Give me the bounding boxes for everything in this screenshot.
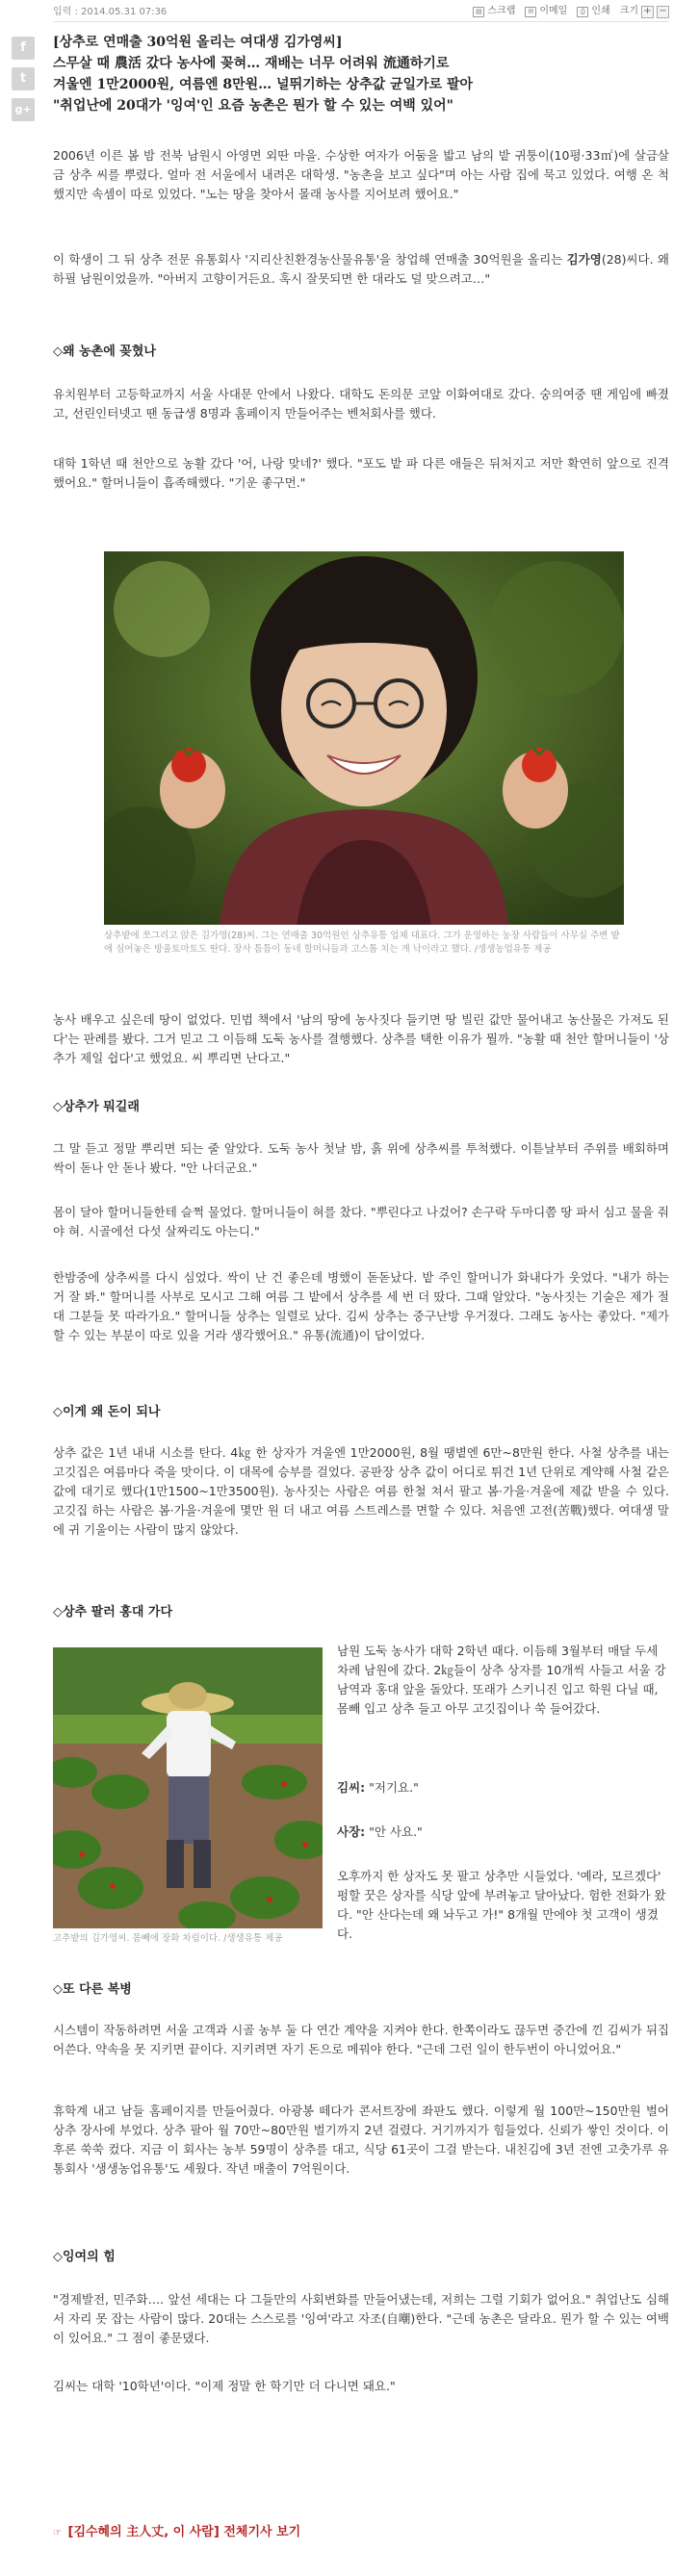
dialogue-text: "저기요.": [365, 1780, 419, 1795]
headline-line: 스무살 때 農活 갔다 농사에 꽂혀… 재배는 너무 어려워 流通하기로: [53, 56, 450, 71]
speaker-label: 사장:: [337, 1824, 366, 1839]
body-paragraph: 그 말 듣고 정말 뿌리면 되는 줄 알았다. 도둑 농사 첫날 밤, 흙 위에 상추씨를 투척했다. 이튿날부터 주위를 배회하며 싹이 돋나 안 돋나 봤다. "안 나더군요.": [53, 1141, 669, 1175]
body-paragraph: 한밤중에 상추씨를 다시 심었다. 싹이 난 건 좋은데 병했이 돋돋났다. 밭 주인 할머니가 화내다가 웃었다. "내가 하는 거 잘 봐." 할머니를 사부로 모시고 그해 여름 그 밭에서 상추를 세 번 더 땄다. 그때 알았다. "농사짓는 기술은 제가 절대 그분들 못 따라가요." 할머니들 상추는 일렬로 났다. 김씨 상추는 중구난방 우거졌다. 그래도 농사는 좋았다. "제가 할 수 있는 부분이 따로 있을 거라 생각했어요." 유통(流通)이 답이었다.: [53, 1270, 669, 1342]
body-paragraph: 남원 도둑 농사가 대학 2학년 때다. 이듬해 3월부터 매달 두세 차례 남원에 갔다. 2㎏들이 상추 상자를 10개씩 사들고 서울 강남역과 홍대 앞을 돌았다. 또래가 스키니진 입고 학원 다닐 때, 몸빼 입고 상추 들고 아무 고깃집이나 쑥 들어갔다.: [337, 1644, 666, 1716]
print-label: 인쇄: [591, 6, 610, 16]
printer-icon: ⎙: [577, 7, 588, 17]
body-paragraph: 대학 1학년 때 천안으로 농활 갔다 '어, 나랑 맞네?' 했다. "포도 밭 파 다른 애들은 뒤처지고 저만 확연히 앞으로 진격했어요." 할머니들이 흡족해했다. "기운 좋구먼.": [53, 456, 669, 490]
section-heading: ◇이게 왜 돈이 되나: [53, 1405, 161, 1419]
full-series-link[interactable]: [53, 2523, 300, 2543]
print-button[interactable]: [577, 2, 609, 21]
body-paragraph: 농사 배우고 싶은데 땅이 없었다. 민법 책에서 '남의 땅에 농사짓다 들키면 땅 빌린 값만 물어내고 농산물은 가져도 된다'는 판례를 봤다. 그거 믿고 그 이듬해 도둑 농사를 결행했다. 상추를 택한 이유가 뭘까. "농활 때 천안 할머니들이 '상추가 제일 쉽다'고 했었요. 씨 뿌리면 난다고.": [53, 1012, 669, 1065]
body-paragraph: 상추 값은 1년 내내 시소를 탄다. 4㎏ 한 상자가 겨울엔 1만2000원, 8월 땡볕엔 6만~8만원 한다. 사철 상추를 내는 고깃집은 여름마다 죽을 맛이다. 이 대목에 승부를 걸었다. 공판장 상추 값이 어디로 튀건 1년 단위로 계약해 사철 같은 값에 대기로 했다(1만1500~1만3500원). 농사짓는 사람은 여름 한철 쳐서 팔고 봄·가을·겨울에 제값 받을 수 있다. 고깃집 하는 사람은 봄·가을·겨울에 몇만 원 더 내고 여름 스트레스를 면할 수 있다. 처음엔 고전(苦戰)했다. 여대생 말에 귀 기울이는 사람이 많지 않았다.: [53, 1445, 669, 1537]
dialogue-line: [337, 1778, 669, 1798]
scrap-button[interactable]: [473, 2, 515, 21]
section-heading: ◇또 다른 복병: [53, 1982, 132, 1997]
headline-line: 겨울엔 1만2000원, 여름엔 8만원… 널뛰기하는 상추값 균일가로 팔아: [53, 77, 474, 92]
mail-icon: ✉: [525, 7, 536, 17]
field-photo: [53, 1647, 323, 1928]
body-paragraph: [53, 250, 669, 289]
pointing-hand-icon: ☞: [53, 2528, 62, 2538]
twitter-share-button[interactable]: t: [12, 67, 35, 90]
font-size-control: [620, 2, 669, 21]
body-paragraph: 몸이 달아 할머니들한테 슬쩍 물었다. 할머니들이 혀를 찼다. "뿌린다고 나겄어? 손구락 두마디쯤 땅 파서 심고 물을 줘야 혀. 시골에선 다섯 살짜리도 아는디.": [53, 1205, 669, 1238]
section-heading: ◇상추가 뭐길래: [53, 1100, 140, 1114]
section-heading: ◇상추 팔러 홍대 가다: [53, 1605, 173, 1620]
full-series-link-text: [김수혜의 主人丈, 이 사람] 전체기사 보기: [67, 2525, 301, 2539]
section-heading: ◇왜 농촌에 꽂혔나: [53, 344, 156, 359]
dialogue-text: "안 사요.": [365, 1824, 423, 1839]
woman-in-pepper-field-illustration: [53, 1647, 323, 1928]
body-paragraph: 휴학계 내고 남들 홈페이지를 만들어줬다. 아광봉 떼다가 콘서트장에 좌판도 했다. 이렇게 월 100만~150만원 벌어 상추 장사에 부었다. 상추 팔아 월 70만~80만원 벌기까지 2년 걸렸다. 거기까지가 힘들었다. 신뢰가 쌓인 것이다. 이후론 쑥쑥 컸다. 지금 이 회사는 농부 59명이 상추를 대고, 식당 61곳이 그걸 받는다. 내친김에 3년 전엔 고춧가루 유통회사 '생생농업유통'도 세웠다. 작년 매출이 7억원이다.: [53, 2104, 669, 2176]
scrap-icon: ▤: [473, 7, 484, 17]
email-button[interactable]: [525, 2, 567, 21]
googleplus-share-button[interactable]: g+: [12, 98, 35, 121]
body-paragraph: 시스템이 작동하려면 서울 고객과 시골 농부 둘 다 연간 계약을 지켜야 한다. 한쪽이라도 끊두면 중간에 낀 김씨가 뒤집어쓴다. 약속을 못 지키면 끝이다. 지키려면 자기 돈으로 메꿔야 한다. "근데 그런 일이 한두번이 아니었어요.": [53, 2023, 669, 2056]
photo-caption: 고추밭의 김가영씨. 몸빼에 장화 차림이다. /생생유통 제공: [53, 1933, 283, 1944]
social-share-bar: [12, 37, 35, 129]
font-size-label: 크기: [619, 6, 638, 16]
body-paragraph: 오후까지 한 상자도 못 팔고 상추만 시들었다. '예라, 모르겠다' 펑할 꿋은 상자를 식당 앞에 부려놓고 달아났다. 험한 전화가 왔다. "안 산다는데 왜 놔두고 가!" 8개월 만에야 첫 고객이 생겼다.: [337, 1869, 666, 1941]
publish-date: 입력 : 2014.05.31 07:36: [53, 7, 168, 17]
email-label: 이메일: [539, 6, 568, 16]
body-paragraph: 유치원부터 고등학교까지 서울 사대문 안에서 나왔다. 대학도 돈의문 코앞 이화여대로 갔다. 숭의여중 땐 게임에 빠졌고, 선린인터넷고 땐 동급생 8명과 홈페이지 만들어주는 벤처회사를 했다.: [53, 387, 669, 421]
speaker-label: 김씨:: [337, 1780, 366, 1795]
body-paragraph: 2006년 이른 봄 밤 전북 남원시 아영면 외딴 마을. 수상한 여자가 어둠을 밟고 남의 밭 귀퉁이(10평·33㎡)에 살금살금 상추 씨를 뿌렸다. 얼마 전 서울에서 내려온 대학생. "농촌을 보고 싶다"며 아는 사람 집에 묵고 있었다. 여행 온 척했지만 속셈이 따로 있었다. "노는 땅을 찾아서 몰래 농사를 지어보려 했어요.": [53, 148, 669, 201]
paragraph-text: 이 학생이 그 뒤 상추 전문 유통회사 '지리산친환경농산물유통'을 창업해 연매출 30억원을 올리는: [53, 252, 567, 267]
paragraph-text: (28)씨다. 왜 하필 남원이었을까. "아버지 고향이거든요. 혹시 잘못되면 한 대라도 덜 맞으려고…": [53, 252, 669, 286]
font-increase-button[interactable]: +: [641, 6, 654, 18]
person-name: 김가영: [566, 252, 602, 267]
photo-caption: 상추밭에 쪼그리고 앉은 김가영(28)씨. 그는 연매출 30억원인 상추유통 업체 대표다. 그가 운영하는 농장 사람들이 사무실 주변 밭에 심어놓은 방울토마토도 딴다. 장사 틈틈이 동네 할머니들과 고스톱 치는 게 낙이라고 했다. /생생농업유통 제공: [104, 931, 620, 955]
portrait-photo: [104, 551, 624, 925]
font-decrease-button[interactable]: −: [657, 6, 669, 18]
dialogue-line: [337, 1823, 669, 1842]
headline-block: [53, 32, 669, 116]
scrap-label: 스크랩: [487, 6, 516, 16]
article-toolbar: [53, 0, 669, 22]
article-tools: [473, 2, 669, 21]
headline-line: "취업난에 20대가 '잉여'인 요즘 농촌은 뭔가 할 수 있는 여백 있어": [53, 98, 453, 114]
body-paragraph: 김씨는 대학 '10학년'이다. "이제 정말 한 학기만 더 다니면 돼요.": [53, 2379, 396, 2393]
body-paragraph: "경제발전, 민주화…. 앞선 세대는 다 그들만의 사회변화를 만들어냈는데, 저희는 그럴 기회가 없어요." 취업난도 심해서 자리 못 잡는 사람이 많다. 20대는 스스로를 '잉여'라고 자조(自嘲)한다. "근데 농촌은 달라요. 뭔가 할 수 있는 여백이 있어요." 그 점이 좋문댔다.: [53, 2292, 669, 2345]
woman-holding-tomatoes-illustration: [104, 551, 624, 925]
facebook-share-button[interactable]: f: [12, 37, 35, 60]
section-heading: ◇잉여의 힘: [53, 2250, 116, 2264]
headline-line: [상추로 연매출 30억원 올리는 여대생 김가영씨]: [53, 35, 343, 50]
